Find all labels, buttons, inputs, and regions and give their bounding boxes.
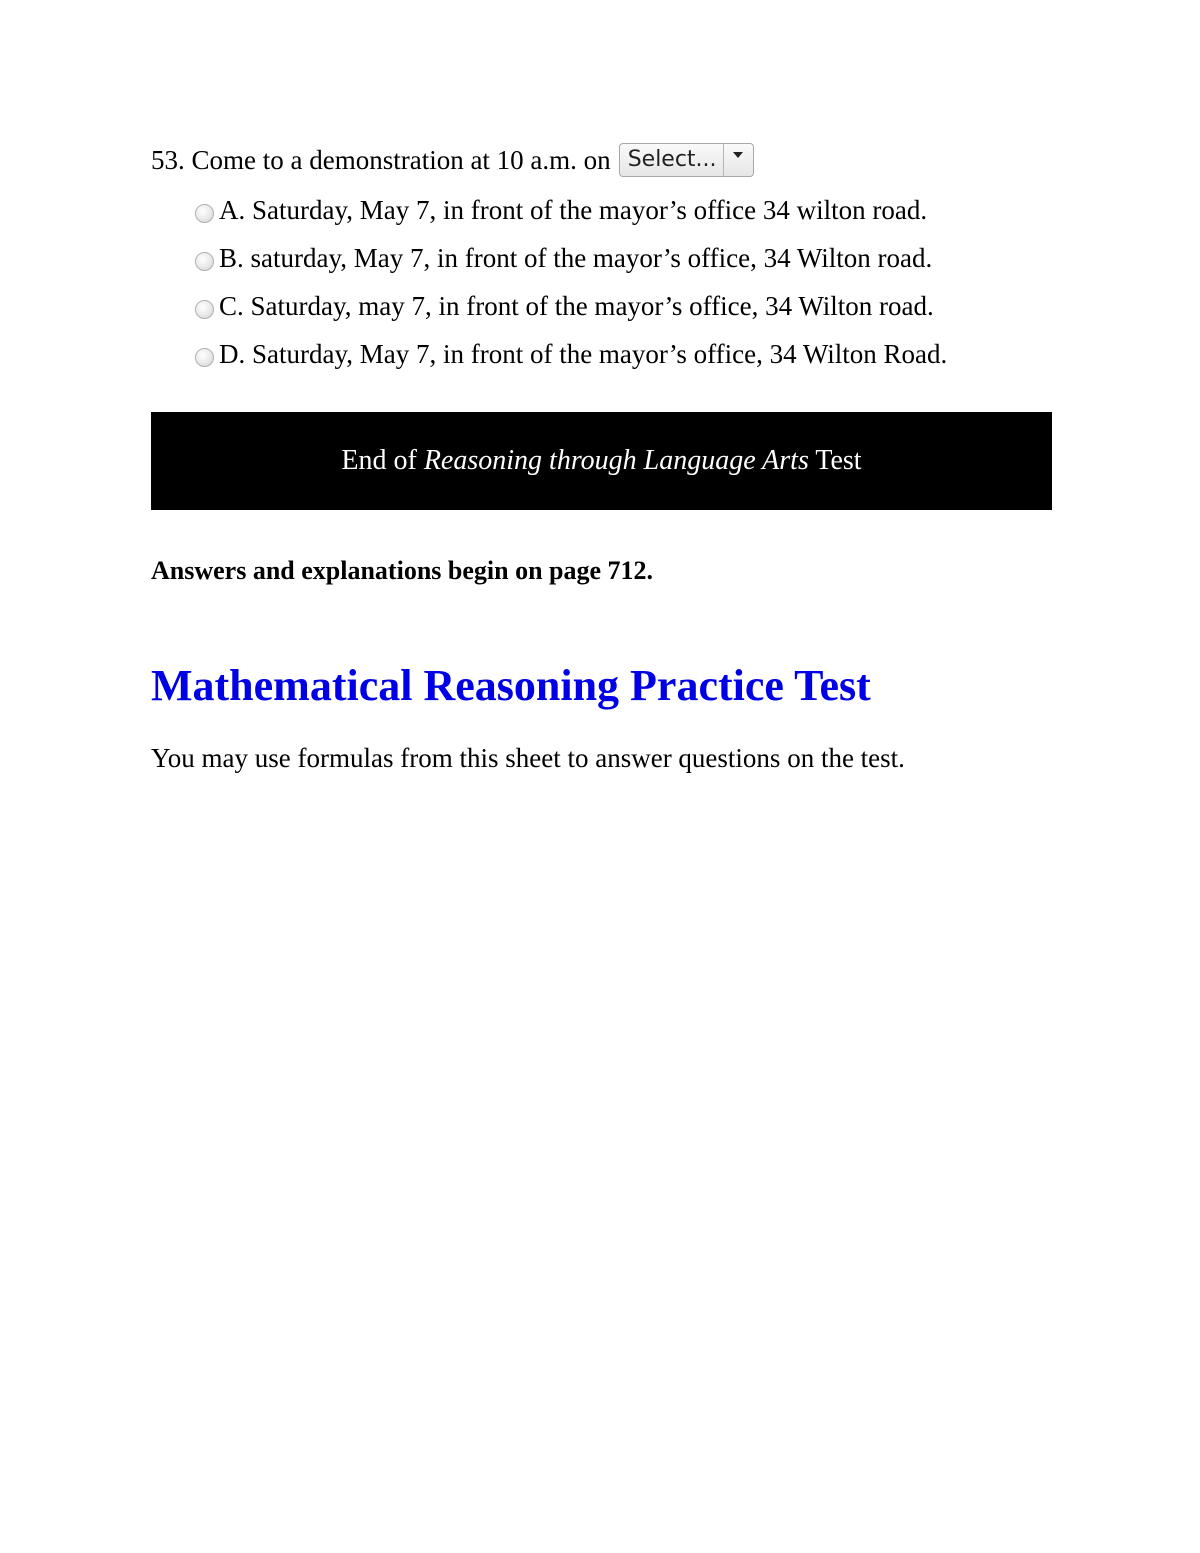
answers-note: Answers and explanations begin on page 712.	[151, 556, 654, 585]
option-b[interactable]	[195, 234, 1052, 282]
end-of-test-banner	[151, 412, 1052, 510]
radio-button-icon[interactable]	[195, 348, 214, 367]
option-letter: C.	[219, 291, 244, 321]
banner-prefix: End of	[341, 445, 424, 476]
chevron-down-icon	[723, 144, 753, 176]
question-text: 53. Come to a demonstration at 10 a.m. on	[151, 145, 611, 175]
option-c[interactable]	[195, 282, 1052, 330]
answer-select-dropdown[interactable]	[619, 143, 754, 177]
section-title: Mathematical Reasoning Practice Test	[151, 661, 871, 710]
radio-button-icon[interactable]	[195, 252, 214, 271]
page-content	[151, 140, 1052, 776]
question-53	[151, 140, 1052, 180]
option-d[interactable]	[195, 330, 1052, 378]
option-text: Saturday, may 7, in front of the mayor’s office, 34 Wilton road.	[250, 291, 934, 321]
option-text: saturday, May 7, in front of the mayor’s office, 34 Wilton road.	[250, 243, 933, 273]
option-letter: B.	[219, 243, 244, 273]
banner-test-name: Reasoning through Language Arts	[423, 445, 809, 476]
answer-options	[195, 186, 1052, 378]
option-text: Saturday, May 7, in front of the mayor’s office 34 wilton road.	[252, 195, 928, 225]
radio-button-icon[interactable]	[195, 204, 214, 223]
option-a[interactable]	[195, 186, 1052, 234]
section-intro: You may use formulas from this sheet to answer questions on the test.	[151, 743, 905, 773]
option-text: Saturday, May 7, in front of the mayor’s office, 34 Wilton Road.	[252, 339, 948, 369]
select-value: Select...	[627, 147, 717, 172]
banner-suffix: Test	[808, 445, 862, 476]
option-letter: A.	[219, 195, 246, 225]
option-letter: D.	[219, 339, 246, 369]
radio-button-icon[interactable]	[195, 300, 214, 319]
